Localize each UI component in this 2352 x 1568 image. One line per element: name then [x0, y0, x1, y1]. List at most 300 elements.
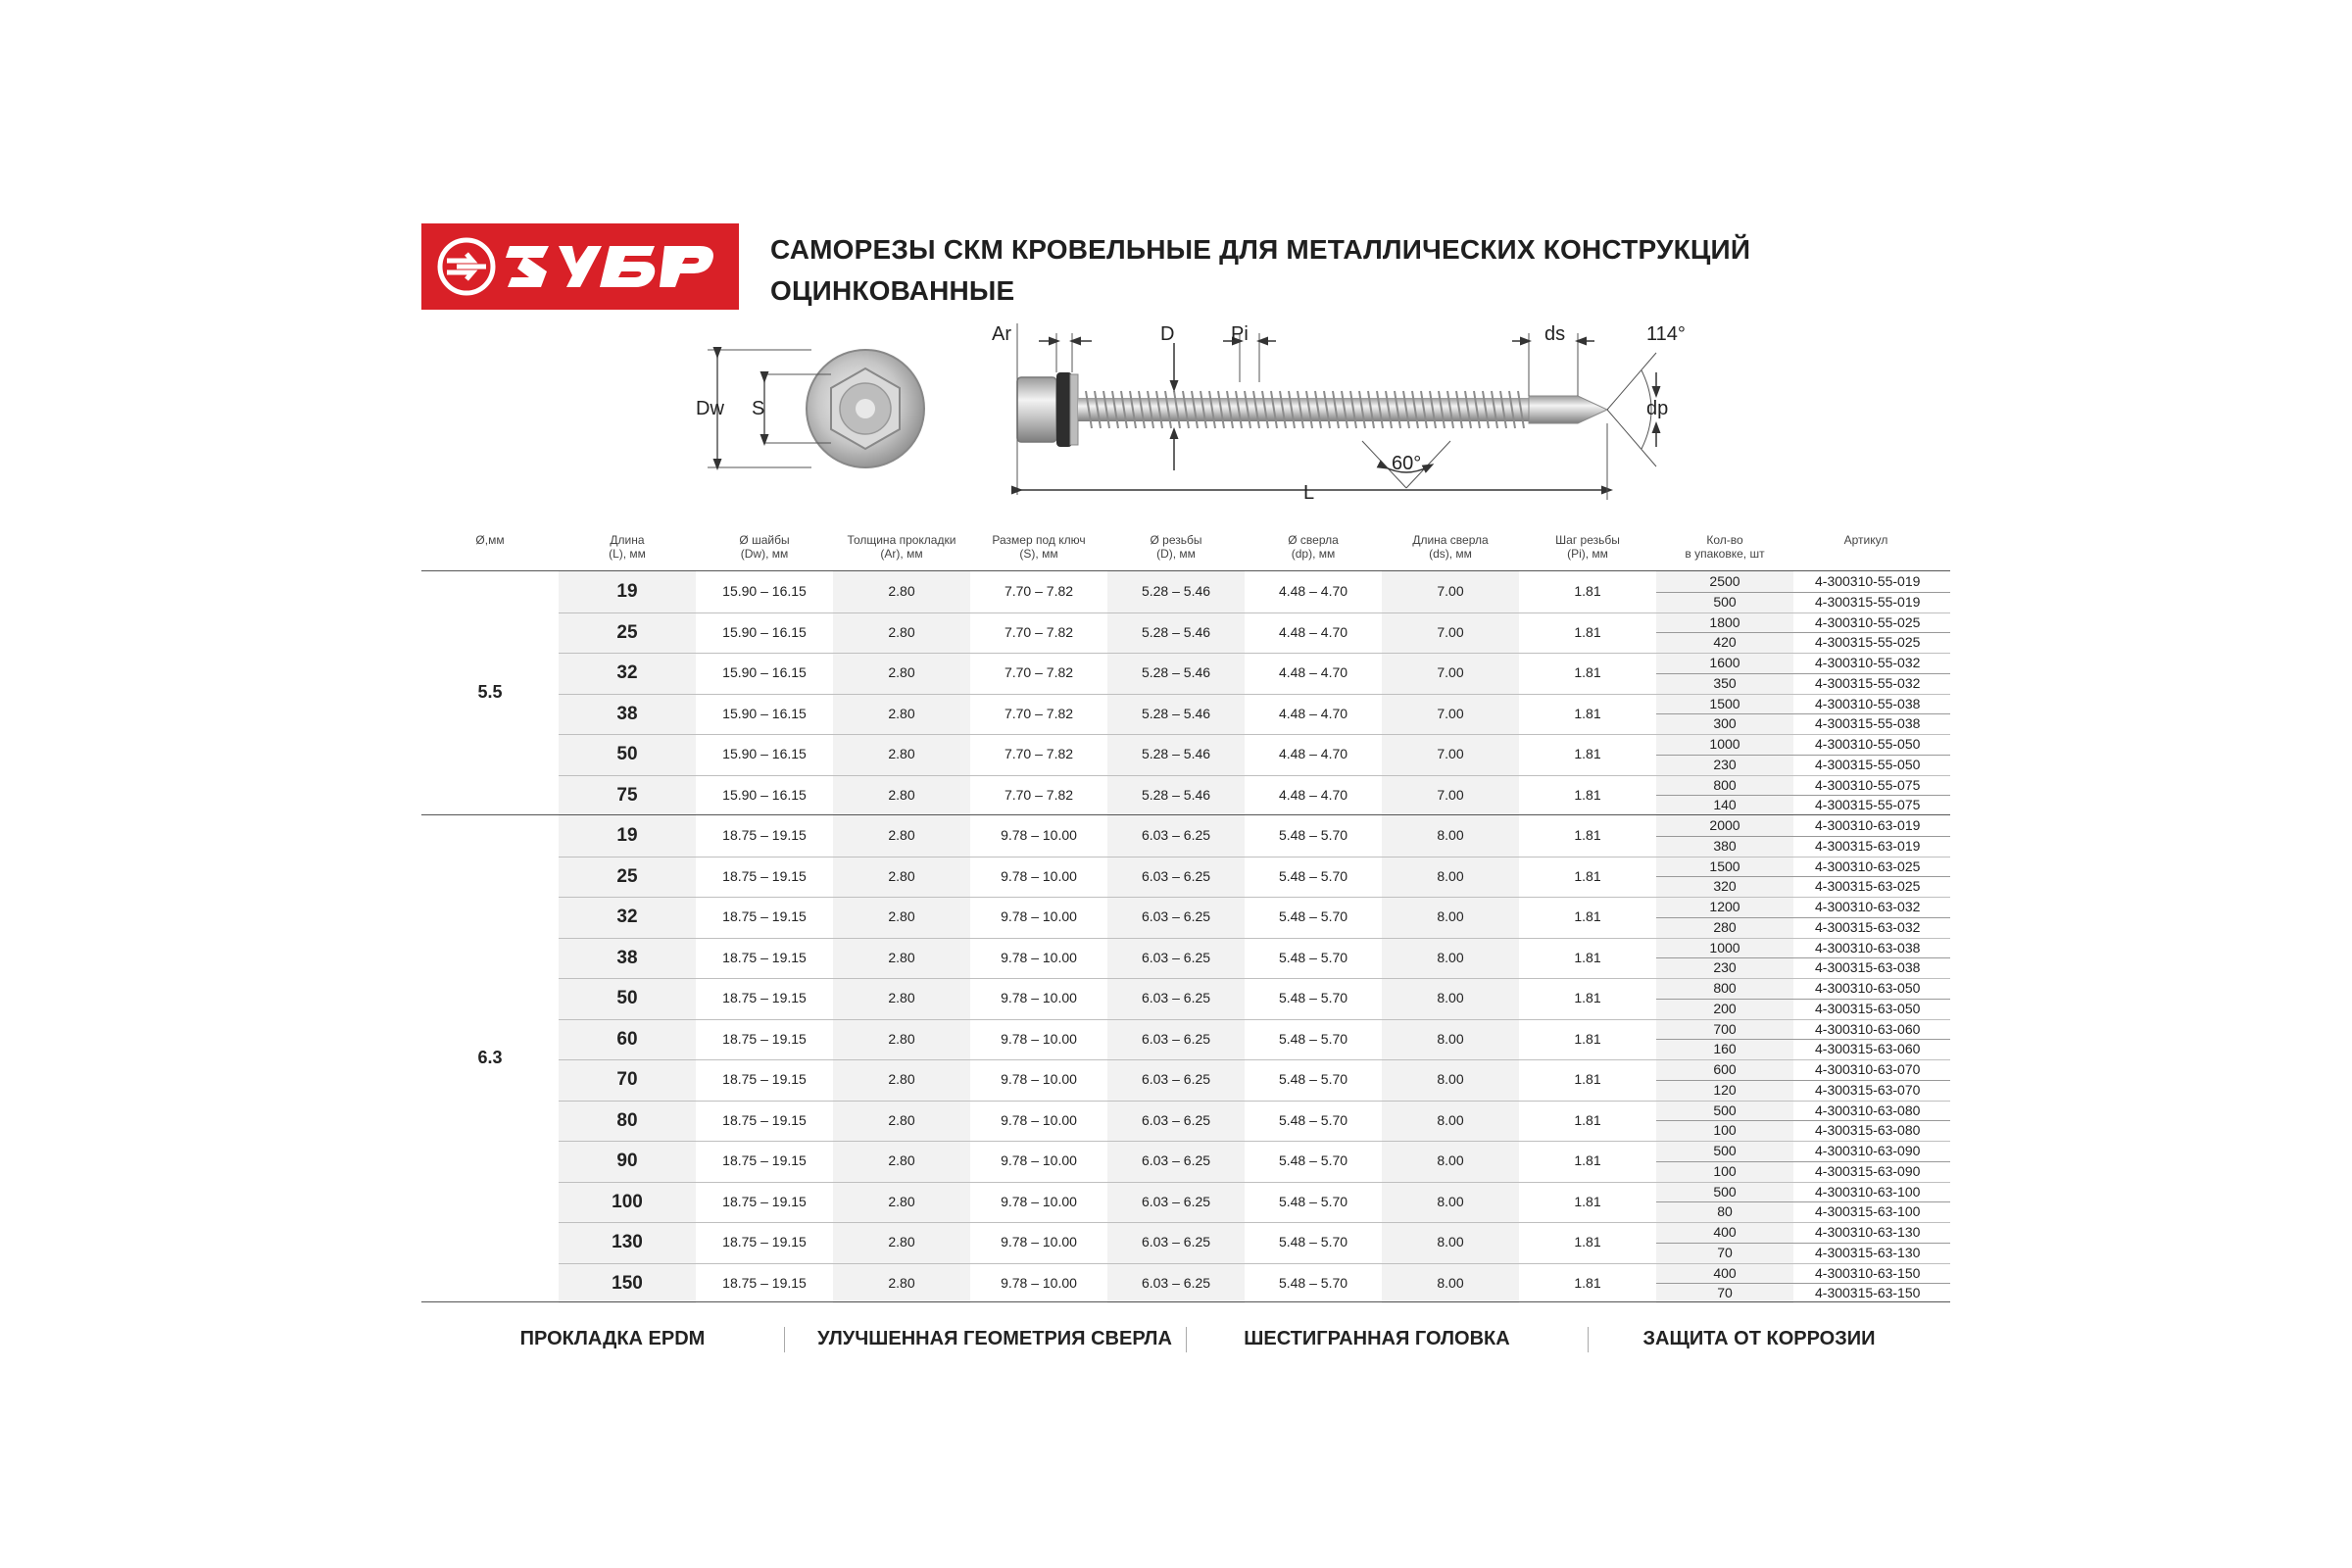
row-divider	[559, 734, 1950, 735]
cell-qty: 70	[1717, 1285, 1733, 1301]
cell-ar: 2.80	[888, 908, 915, 924]
cell-qty: 1500	[1709, 695, 1740, 711]
table-row	[559, 857, 1950, 898]
cell-s: 7.70 – 7.82	[1004, 583, 1074, 599]
label-ds: ds	[1544, 323, 1566, 345]
feature-hex-head: ШЕСТИГРАННАЯ ГОЛОВКА	[1244, 1328, 1510, 1349]
cell-s: 9.78 – 10.00	[1001, 1152, 1077, 1168]
cell-d: 5.28 – 5.46	[1141, 623, 1211, 640]
label-angle-tip: 114°	[1646, 323, 1686, 345]
qty-divider	[1656, 1283, 1950, 1284]
cell-qty: 80	[1717, 1203, 1733, 1220]
cell-qty: 2000	[1709, 817, 1740, 833]
cell-qty: 200	[1713, 1000, 1737, 1016]
cell-article: 4-300315-63-032	[1815, 918, 1921, 935]
cell-ds: 7.00	[1437, 623, 1464, 640]
cell-dp: 4.48 – 4.70	[1278, 623, 1348, 640]
cell-dw: 18.75 – 19.15	[722, 827, 807, 843]
column-header: Ø,мм	[475, 533, 505, 547]
cell-pi: 1.81	[1574, 1071, 1601, 1087]
table-row	[559, 815, 1950, 857]
cell-s: 9.78 – 10.00	[1001, 990, 1077, 1005]
cell-dp: 4.48 – 4.70	[1278, 664, 1348, 680]
cell-ds: 8.00	[1437, 867, 1464, 884]
cell-qty: 1000	[1709, 736, 1740, 752]
cell-ds: 8.00	[1437, 827, 1464, 843]
cell-article: 4-300310-63-060	[1815, 1020, 1921, 1037]
cell-qty: 160	[1713, 1041, 1737, 1057]
column-header: Ø резьбы (D), мм	[1150, 533, 1202, 561]
cell-pi: 1.81	[1574, 949, 1601, 965]
cell-d: 5.28 – 5.46	[1141, 583, 1211, 599]
cell-ds: 8.00	[1437, 1152, 1464, 1168]
label-d: D	[1160, 323, 1175, 345]
qty-divider	[1656, 999, 1950, 1000]
qty-divider	[1656, 1243, 1950, 1244]
cell-ds: 7.00	[1437, 705, 1464, 721]
cell-article: 4-300310-55-050	[1815, 736, 1921, 752]
qty-divider	[1656, 1120, 1950, 1121]
cell-article: 4-300315-63-070	[1815, 1081, 1921, 1098]
cell-dp: 5.48 – 5.70	[1278, 1234, 1348, 1250]
cell-dp: 5.48 – 5.70	[1278, 990, 1348, 1005]
cell-qty: 1600	[1709, 655, 1740, 670]
cell-len: 38	[616, 703, 638, 724]
cell-dp: 5.48 – 5.70	[1278, 867, 1348, 884]
row-divider	[559, 612, 1950, 613]
cell-dw: 18.75 – 19.15	[722, 867, 807, 884]
cell-article: 4-300310-63-090	[1815, 1143, 1921, 1158]
cell-ds: 8.00	[1437, 1071, 1464, 1087]
cell-qty: 1000	[1709, 939, 1740, 956]
cell-dw: 18.75 – 19.15	[722, 990, 807, 1005]
cell-article: 4-300315-63-100	[1815, 1203, 1921, 1220]
column-header: Длина (L), мм	[609, 533, 646, 561]
cell-article: 4-300310-63-100	[1815, 1183, 1921, 1200]
cell-article: 4-300310-63-130	[1815, 1224, 1921, 1240]
table-row	[559, 938, 1950, 979]
cell-d: 6.03 – 6.25	[1141, 908, 1211, 924]
cell-article: 4-300315-55-038	[1815, 715, 1921, 732]
cell-article: 4-300315-63-130	[1815, 1244, 1921, 1260]
cell-dp: 5.48 – 5.70	[1278, 1111, 1348, 1128]
cell-ar: 2.80	[888, 827, 915, 843]
cell-qty: 400	[1713, 1264, 1737, 1281]
row-divider	[559, 938, 1950, 939]
cell-s: 9.78 – 10.00	[1001, 1030, 1077, 1047]
cell-len: 70	[616, 1069, 638, 1090]
column-header: Ø сверла (dp), мм	[1288, 533, 1339, 561]
qty-divider	[1656, 795, 1950, 796]
table-row	[559, 734, 1950, 775]
cell-article: 4-300310-55-025	[1815, 613, 1921, 630]
cell-qty: 70	[1717, 1244, 1733, 1260]
cell-article: 4-300315-63-019	[1815, 837, 1921, 854]
screw-head-top-view	[807, 350, 924, 467]
cell-pi: 1.81	[1574, 1234, 1601, 1250]
cell-dp: 5.48 – 5.70	[1278, 1071, 1348, 1087]
cell-pi: 1.81	[1574, 583, 1601, 599]
cell-ds: 8.00	[1437, 1030, 1464, 1047]
cell-qty: 380	[1713, 837, 1737, 854]
table-row	[559, 978, 1950, 1019]
cell-article: 4-300310-55-038	[1815, 695, 1921, 711]
cell-article: 4-300315-55-050	[1815, 756, 1921, 772]
cell-dp: 4.48 – 4.70	[1278, 786, 1348, 803]
cell-dp: 5.48 – 5.70	[1278, 1152, 1348, 1168]
page-title	[770, 229, 1946, 312]
cell-d: 5.28 – 5.46	[1141, 746, 1211, 761]
cell-s: 7.70 – 7.82	[1004, 705, 1074, 721]
cell-len: 60	[616, 1028, 638, 1050]
cell-d: 6.03 – 6.25	[1141, 1030, 1211, 1047]
cell-len: 130	[612, 1232, 643, 1252]
column-header: Ø шайбы (Dw), мм	[739, 533, 790, 561]
cell-s: 9.78 – 10.00	[1001, 827, 1077, 843]
cell-qty: 2500	[1709, 573, 1740, 589]
cell-ar: 2.80	[888, 1234, 915, 1250]
cell-qty: 100	[1713, 1162, 1737, 1179]
cell-dp: 4.48 – 4.70	[1278, 746, 1348, 761]
label-s: S	[752, 398, 765, 419]
title-line-1: САМОРЕЗЫ СКМ КРОВЕЛЬНЫЕ ДЛЯ МЕТАЛЛИЧЕСКИХ КОНСТРУКЦИЙ	[770, 234, 1751, 265]
table-row	[559, 897, 1950, 938]
table-row	[559, 1141, 1950, 1182]
cell-ds: 8.00	[1437, 990, 1464, 1005]
cell-ds: 8.00	[1437, 949, 1464, 965]
cell-article: 4-300315-55-075	[1815, 797, 1921, 813]
cell-ds: 8.00	[1437, 1234, 1464, 1250]
row-divider	[559, 775, 1950, 776]
cell-d: 6.03 – 6.25	[1141, 1274, 1211, 1291]
cell-len: 100	[612, 1191, 643, 1212]
cell-dw: 18.75 – 19.15	[722, 949, 807, 965]
qty-divider	[1656, 713, 1950, 714]
cell-pi: 1.81	[1574, 867, 1601, 884]
feature-corrosion: ЗАЩИТА ОТ КОРРОЗИИ	[1642, 1328, 1876, 1349]
cell-len: 25	[616, 865, 638, 887]
cell-article: 4-300315-63-090	[1815, 1162, 1921, 1179]
cell-s: 9.78 – 10.00	[1001, 867, 1077, 884]
cell-len: 50	[616, 988, 638, 1008]
cell-qty: 300	[1713, 715, 1737, 732]
cell-article: 4-300315-63-060	[1815, 1041, 1921, 1057]
title-line-2: ОЦИНКОВАННЫЕ	[770, 275, 1015, 306]
cell-dw: 15.90 – 16.15	[722, 623, 807, 640]
feature-separator	[784, 1327, 785, 1352]
cell-article: 4-300310-55-075	[1815, 776, 1921, 793]
table-row	[559, 653, 1950, 694]
table-row	[559, 612, 1950, 654]
cell-s: 9.78 – 10.00	[1001, 1234, 1077, 1250]
label-ar: Ar	[992, 323, 1011, 345]
cell-dp: 5.48 – 5.70	[1278, 1274, 1348, 1291]
row-divider	[559, 978, 1950, 979]
cell-article: 4-300315-55-025	[1815, 634, 1921, 651]
cell-dw: 18.75 – 19.15	[722, 1274, 807, 1291]
cell-qty: 400	[1713, 1224, 1737, 1240]
table-row	[559, 694, 1950, 735]
cell-ds: 8.00	[1437, 1274, 1464, 1291]
cell-ar: 2.80	[888, 1152, 915, 1168]
diameter-value: 6.3	[477, 1048, 503, 1067]
cell-len: 80	[616, 1109, 638, 1131]
qty-divider	[1656, 1039, 1950, 1040]
label-dp: dp	[1646, 398, 1669, 419]
cell-pi: 1.81	[1574, 1111, 1601, 1128]
cell-s: 7.70 – 7.82	[1004, 664, 1074, 680]
row-divider	[559, 694, 1950, 695]
row-divider	[559, 1101, 1950, 1102]
cell-pi: 1.81	[1574, 786, 1601, 803]
row-divider	[559, 1182, 1950, 1183]
cell-qty: 280	[1713, 918, 1737, 935]
cell-article: 4-300310-63-038	[1815, 939, 1921, 956]
row-divider	[559, 1019, 1950, 1020]
cell-d: 6.03 – 6.25	[1141, 949, 1211, 965]
cell-dw: 18.75 – 19.15	[722, 1152, 807, 1168]
cell-s: 7.70 – 7.82	[1004, 746, 1074, 761]
cell-dw: 18.75 – 19.15	[722, 1193, 807, 1209]
qty-divider	[1656, 876, 1950, 877]
cell-dp: 4.48 – 4.70	[1278, 705, 1348, 721]
cell-len: 19	[616, 825, 638, 846]
column-header: Размер под ключ (S), мм	[992, 533, 1086, 561]
cell-ar: 2.80	[888, 1071, 915, 1087]
cell-qty: 800	[1713, 776, 1737, 793]
feature-drill-geometry: УЛУЧШЕННАЯ ГЕОМЕТРИЯ СВЕРЛА	[817, 1328, 1172, 1349]
cell-ds: 7.00	[1437, 746, 1464, 761]
cell-dw: 18.75 – 19.15	[722, 1234, 807, 1250]
cell-len: 90	[616, 1151, 638, 1171]
table-row	[559, 775, 1950, 816]
table-row	[559, 1101, 1950, 1142]
cell-ar: 2.80	[888, 664, 915, 680]
cell-d: 6.03 – 6.25	[1141, 990, 1211, 1005]
cell-pi: 1.81	[1574, 908, 1601, 924]
cell-ar: 2.80	[888, 1193, 915, 1209]
cell-article: 4-300315-63-080	[1815, 1122, 1921, 1139]
label-l: L	[1303, 482, 1315, 504]
cell-ar: 2.80	[888, 623, 915, 640]
cell-article: 4-300315-55-032	[1815, 674, 1921, 691]
cell-qty: 350	[1713, 674, 1737, 691]
cell-ar: 2.80	[888, 1111, 915, 1128]
cell-d: 5.28 – 5.46	[1141, 786, 1211, 803]
cell-d: 6.03 – 6.25	[1141, 827, 1211, 843]
cell-article: 4-300315-63-050	[1815, 1000, 1921, 1016]
cell-ar: 2.80	[888, 1030, 915, 1047]
cell-qty: 600	[1713, 1061, 1737, 1077]
qty-divider	[1656, 632, 1950, 633]
cell-len: 32	[616, 906, 638, 927]
qty-divider	[1656, 957, 1950, 958]
cell-ar: 2.80	[888, 867, 915, 884]
cell-qty: 500	[1713, 593, 1737, 610]
cell-dw: 18.75 – 19.15	[722, 1030, 807, 1047]
table-row	[559, 1222, 1950, 1263]
cell-article: 4-300310-63-019	[1815, 817, 1921, 833]
cell-dp: 4.48 – 4.70	[1278, 583, 1348, 599]
cell-ar: 2.80	[888, 705, 915, 721]
cell-dw: 15.90 – 16.15	[722, 583, 807, 599]
cell-article: 4-300310-63-070	[1815, 1061, 1921, 1077]
cell-article: 4-300310-55-019	[1815, 573, 1921, 589]
row-divider	[559, 1222, 1950, 1223]
table-row	[559, 1059, 1950, 1101]
row-divider	[559, 653, 1950, 654]
table-row	[559, 1182, 1950, 1223]
table-row	[559, 1263, 1950, 1304]
cell-qty: 230	[1713, 959, 1737, 976]
cell-dp: 5.48 – 5.70	[1278, 1193, 1348, 1209]
qty-divider	[1656, 836, 1950, 837]
cell-ar: 2.80	[888, 583, 915, 599]
zubr-logo-mark	[433, 232, 727, 301]
cell-ds: 7.00	[1437, 786, 1464, 803]
row-divider	[559, 1263, 1950, 1264]
cell-ds: 7.00	[1437, 664, 1464, 680]
cell-dw: 18.75 – 19.15	[722, 1071, 807, 1087]
cell-dw: 15.90 – 16.15	[722, 786, 807, 803]
cell-pi: 1.81	[1574, 827, 1601, 843]
cell-qty: 1800	[1709, 613, 1740, 630]
cell-qty: 500	[1713, 1143, 1737, 1158]
cell-s: 7.70 – 7.82	[1004, 786, 1074, 803]
cell-qty: 320	[1713, 878, 1737, 895]
cell-qty: 800	[1713, 980, 1737, 996]
cell-ds: 8.00	[1437, 1111, 1464, 1128]
cell-pi: 1.81	[1574, 1274, 1601, 1291]
row-divider	[559, 897, 1950, 898]
cell-len: 38	[616, 947, 638, 968]
cell-d: 6.03 – 6.25	[1141, 1111, 1211, 1128]
column-header: Толщина прокладки (Ar), мм	[847, 533, 956, 561]
cell-pi: 1.81	[1574, 623, 1601, 640]
cell-dw: 15.90 – 16.15	[722, 746, 807, 761]
cell-len: 150	[612, 1272, 643, 1294]
qty-divider	[1656, 1201, 1950, 1202]
cell-s: 9.78 – 10.00	[1001, 1111, 1077, 1128]
cell-len: 50	[616, 744, 638, 764]
column-header: Артикул	[1843, 533, 1888, 547]
cell-ar: 2.80	[888, 746, 915, 761]
qty-divider	[1656, 592, 1950, 593]
cell-article: 4-300315-63-025	[1815, 878, 1921, 895]
cell-ds: 8.00	[1437, 908, 1464, 924]
cell-article: 4-300310-63-150	[1815, 1264, 1921, 1281]
table-bottom-rule	[421, 1301, 1950, 1302]
cell-len: 32	[616, 662, 638, 683]
qty-divider	[1656, 673, 1950, 674]
cell-d: 6.03 – 6.25	[1141, 1152, 1211, 1168]
cell-dp: 5.48 – 5.70	[1278, 1030, 1348, 1047]
table-row	[559, 571, 1950, 612]
row-divider	[559, 857, 1950, 858]
cell-ar: 2.80	[888, 786, 915, 803]
column-header: Шаг резьбы (Pi), мм	[1555, 533, 1620, 561]
cell-qty: 700	[1713, 1020, 1737, 1037]
qty-divider	[1656, 1080, 1950, 1081]
cell-article: 4-300310-63-080	[1815, 1102, 1921, 1118]
cell-s: 9.78 – 10.00	[1001, 1071, 1077, 1087]
cell-qty: 120	[1713, 1081, 1737, 1098]
cell-pi: 1.81	[1574, 705, 1601, 721]
row-divider	[559, 1059, 1950, 1060]
table-header	[421, 519, 1950, 570]
screw-drawing	[686, 314, 1686, 519]
cell-s: 9.78 – 10.00	[1001, 1274, 1077, 1291]
row-divider	[559, 1141, 1950, 1142]
label-angle-thread: 60°	[1392, 453, 1422, 474]
cell-pi: 1.81	[1574, 746, 1601, 761]
table-row	[559, 1019, 1950, 1060]
cell-ds: 7.00	[1437, 583, 1464, 599]
zubr-logo	[421, 223, 739, 310]
cell-ds: 8.00	[1437, 1193, 1464, 1209]
cell-qty: 1500	[1709, 858, 1740, 874]
qty-divider	[1656, 755, 1950, 756]
cell-pi: 1.81	[1574, 1030, 1601, 1047]
cell-qty: 100	[1713, 1122, 1737, 1139]
qty-divider	[1656, 1161, 1950, 1162]
cell-article: 4-300315-63-038	[1815, 959, 1921, 976]
cell-d: 5.28 – 5.46	[1141, 664, 1211, 680]
cell-len: 19	[616, 581, 638, 602]
cell-article: 4-300310-63-025	[1815, 858, 1921, 874]
cell-s: 9.78 – 10.00	[1001, 908, 1077, 924]
cell-dw: 18.75 – 19.15	[722, 908, 807, 924]
cell-pi: 1.81	[1574, 1193, 1601, 1209]
cell-dp: 5.48 – 5.70	[1278, 827, 1348, 843]
cell-qty: 140	[1713, 797, 1737, 813]
cell-dw: 15.90 – 16.15	[722, 705, 807, 721]
cell-dw: 18.75 – 19.15	[722, 1111, 807, 1128]
cell-qty: 1200	[1709, 899, 1740, 914]
cell-pi: 1.81	[1574, 990, 1601, 1005]
cell-pi: 1.81	[1574, 1152, 1601, 1168]
screw-diagram	[686, 314, 1686, 519]
cell-dp: 5.48 – 5.70	[1278, 908, 1348, 924]
cell-s: 7.70 – 7.82	[1004, 623, 1074, 640]
cell-article: 4-300310-63-050	[1815, 980, 1921, 996]
cell-qty: 420	[1713, 634, 1737, 651]
label-pi: Pi	[1231, 323, 1249, 345]
cell-dw: 15.90 – 16.15	[722, 664, 807, 680]
cell-ar: 2.80	[888, 990, 915, 1005]
cell-qty: 500	[1713, 1183, 1737, 1200]
cell-pi: 1.81	[1574, 664, 1601, 680]
specs-table	[421, 519, 1950, 1301]
cell-article: 4-300310-55-032	[1815, 655, 1921, 670]
cell-qty: 230	[1713, 756, 1737, 772]
cell-d: 6.03 – 6.25	[1141, 1234, 1211, 1250]
cell-d: 5.28 – 5.46	[1141, 705, 1211, 721]
cell-article: 4-300310-63-032	[1815, 899, 1921, 914]
cell-d: 6.03 – 6.25	[1141, 867, 1211, 884]
label-dw: Dw	[696, 398, 724, 419]
cell-qty: 500	[1713, 1102, 1737, 1118]
diameter-value: 5.5	[477, 681, 503, 702]
features-bar	[421, 1319, 1950, 1358]
cell-len: 75	[616, 784, 638, 806]
cell-len: 25	[616, 621, 638, 643]
cell-d: 6.03 – 6.25	[1141, 1071, 1211, 1087]
diameter-group	[421, 814, 1950, 1303]
feature-epdm: ПРОКЛАДКА EPDM	[519, 1328, 706, 1349]
qty-divider	[1656, 917, 1950, 918]
cell-ar: 2.80	[888, 949, 915, 965]
